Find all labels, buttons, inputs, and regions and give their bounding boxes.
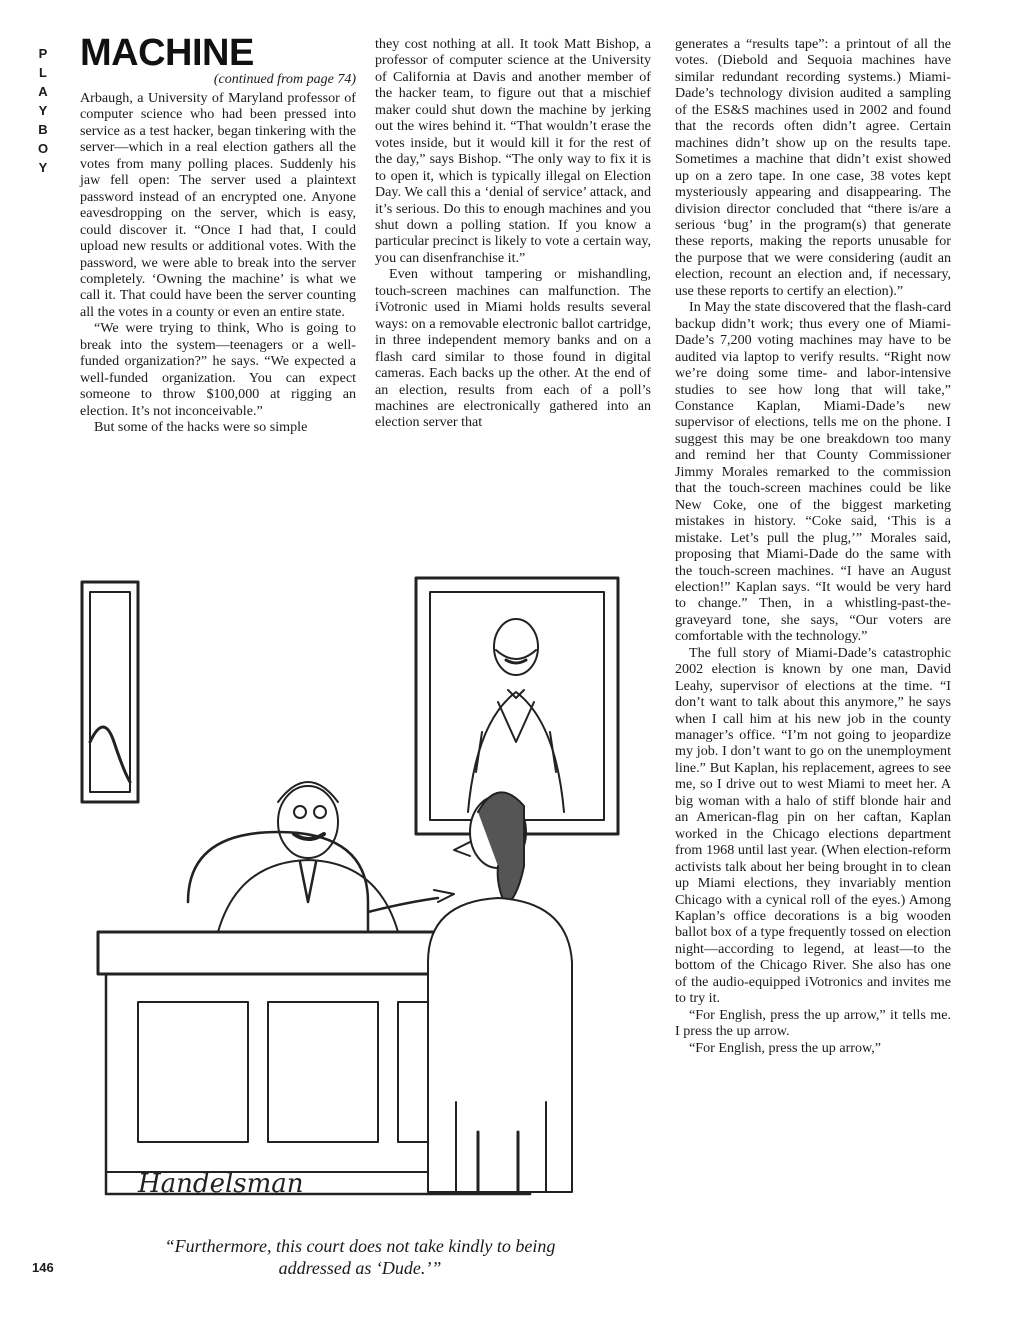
paragraph: But some of the hacks were so simple	[94, 419, 308, 436]
masthead-letter: O	[37, 141, 49, 156]
right-portrait-frame	[416, 578, 618, 834]
article-headline: MACHINE	[80, 32, 254, 74]
text-column-2	[375, 36, 651, 431]
paragraph: The full story of Miami-Dade’s catastrophic 2002 election is known by one man, David Leahy, supervisor of elections at the time. “I don’t want to talk about this anymore,” he says when I call him at his new job in the county manager’s office. “I’m not going to jeopardize my job. I don’t want to go on the unemployment line.” But Kaplan, his replacement, agrees to see me, so I drive out to west Miami to meet her. A big woman with a halo of stiff blonde hair and an American-flag pin on her caftan, Kaplan worked in the Chicago elections department from 1968 until last year. (When election-reform activists talk about her being brought in to clean up Miami elections, they invariably mention Chicago with a cynical roll of the eyes.) Among Kaplan’s office decorations is a big wooden ballot box of a type frequently tossed on election night—according to legend, at least—to the bottom of the Chicago River. She also has one of the audio-equipped iVotronics and invites me to try it.	[675, 644, 951, 1007]
paragraph: In May the state discovered that the flash-card backup didn’t work; thus every one of Miami-Dade’s 7,200 voting machines may have to be audited via laptop to verify results. “Right now we’re doing some time- and labor-intensive studies to see how long that will take,” Constance Kaplan, Miami-Dade’s new supervisor of elections, tells me on the phone. I suggest this may be one breakdown too many and remind her that County Commissioner Jimmy Morales remarked to the commission that the touch-screen machines could be like New Coke, one of the biggest marketing mistakes in history. “Coke said, ‘This is a mistake. Let’s pull the plug,’” Morales said, proposing that Miami-Dade do the same with the touch-screen machines. “I have an August election!” Kaplan says. “It would be very hard to change.” Then, in a whistling-past-the-graveyard tone, she says, “Our voters are comfortable with the technology.”	[675, 299, 951, 645]
paragraph: “We were trying to think, Who is going to break into the system—teenagers or a well-funded organization?” he says. “We expected a well-funded organization. You can expect someone to throw $100,000 at rigging an election. It’s not inconceivable.”	[80, 320, 356, 419]
caption-line: “Furthermore, this court does not take kindly to being	[164, 1236, 556, 1256]
defendant-figure	[428, 792, 572, 1192]
caption-line: addressed as ‘Dude.’”	[278, 1258, 442, 1278]
paragraph: Arbaugh, a University of Maryland professor of computer science who had been pressed into service as a test hacker, began tinkering with the server—which in a real election gathers all the votes from many polling places. Suddenly his jaw fell open: The server used a plaintext password instead of an encrypted one. Anyone eavesdropping on the server, which is easy, could discover it. “Once I had that, I could upload new results or additional votes. With the password, we were able to break into the server completely. ‘Owning the machine’ is what we call it. That could have been the server counting all the votes in a county or even an entire state.	[80, 90, 356, 320]
masthead-letter: Y	[38, 160, 48, 175]
masthead-letter: P	[38, 46, 48, 61]
masthead-letter: B	[38, 122, 48, 137]
paragraph: generates a “results tape”: a printout of all the votes. (Diebold and Sequoia machines have similar redundant recording systems.) Miami-Dade’s technology division audited a sampling of the ES&S machines used in 2002 and found that the records often didn’t agree. Certain machines didn’t show up on the results tape. Sometimes a machine that didn’t exist showed up on a zero tape. In one case, 38 votes kept mysteriously appearing and disappearing. The division director concluded that “there is/are a serious ‘bug’ in the program(s) that generate these reports, making the reports unusable for the purpose that we were considering (audit an election, recount an election and, if necessary, use these reports to certify an election).”	[675, 36, 951, 299]
paragraph: “For English, press the up arrow,” it tells me. I press the up arrow.	[675, 1006, 951, 1040]
magazine-masthead-vertical	[28, 44, 58, 177]
continued-from-note: (continued from page 74)	[213, 72, 356, 87]
paragraph: they cost nothing at all. It took Matt Bishop, a professor of computer science at the University of California at Davis and another member of the hacker team, to figure out that a mischief maker could shut down the machine by jerking out the wires behind it. “That wouldn’t erase the votes inside, but it would kill it for the rest of the day,” says Bishop. “The only way to fix it is to open it, which is typically illegal on Election Day. We call this a ‘denial of service’ attack, and it’s serious. Do this to enough machines and you shut down a polling station. If you know a particular precinct is likely to vote a certain way, you can disenfranchise it.”	[375, 36, 651, 266]
text-column-1	[80, 90, 356, 436]
paragraph: “For English, press the up arrow,”	[689, 1039, 882, 1056]
courtroom-cartoon-illustration	[78, 572, 658, 1222]
masthead-letter: A	[38, 84, 48, 99]
left-portrait-frame	[82, 582, 138, 802]
cartoon-caption	[130, 1235, 590, 1279]
cartoonist-signature: Handelsman	[138, 1169, 304, 1199]
text-column-3	[675, 36, 951, 1056]
paragraph: Even without tampering or mishandling, touch-screen machines can malfunction. The iVotronic used in Miami holds results several ways: on a removable electronic ballot cartridge, in three independent memory banks and on a flash card similar to those found in digital cameras. Each backs up the other. At the end of an election, results from each of a poll’s machines are electronically gathered into an election server that	[375, 266, 651, 431]
page-number: 146	[32, 1260, 54, 1275]
masthead-letter: Y	[38, 103, 48, 118]
judge-chair	[188, 832, 368, 932]
masthead-letter: L	[39, 65, 47, 80]
judge-figure	[218, 782, 454, 932]
